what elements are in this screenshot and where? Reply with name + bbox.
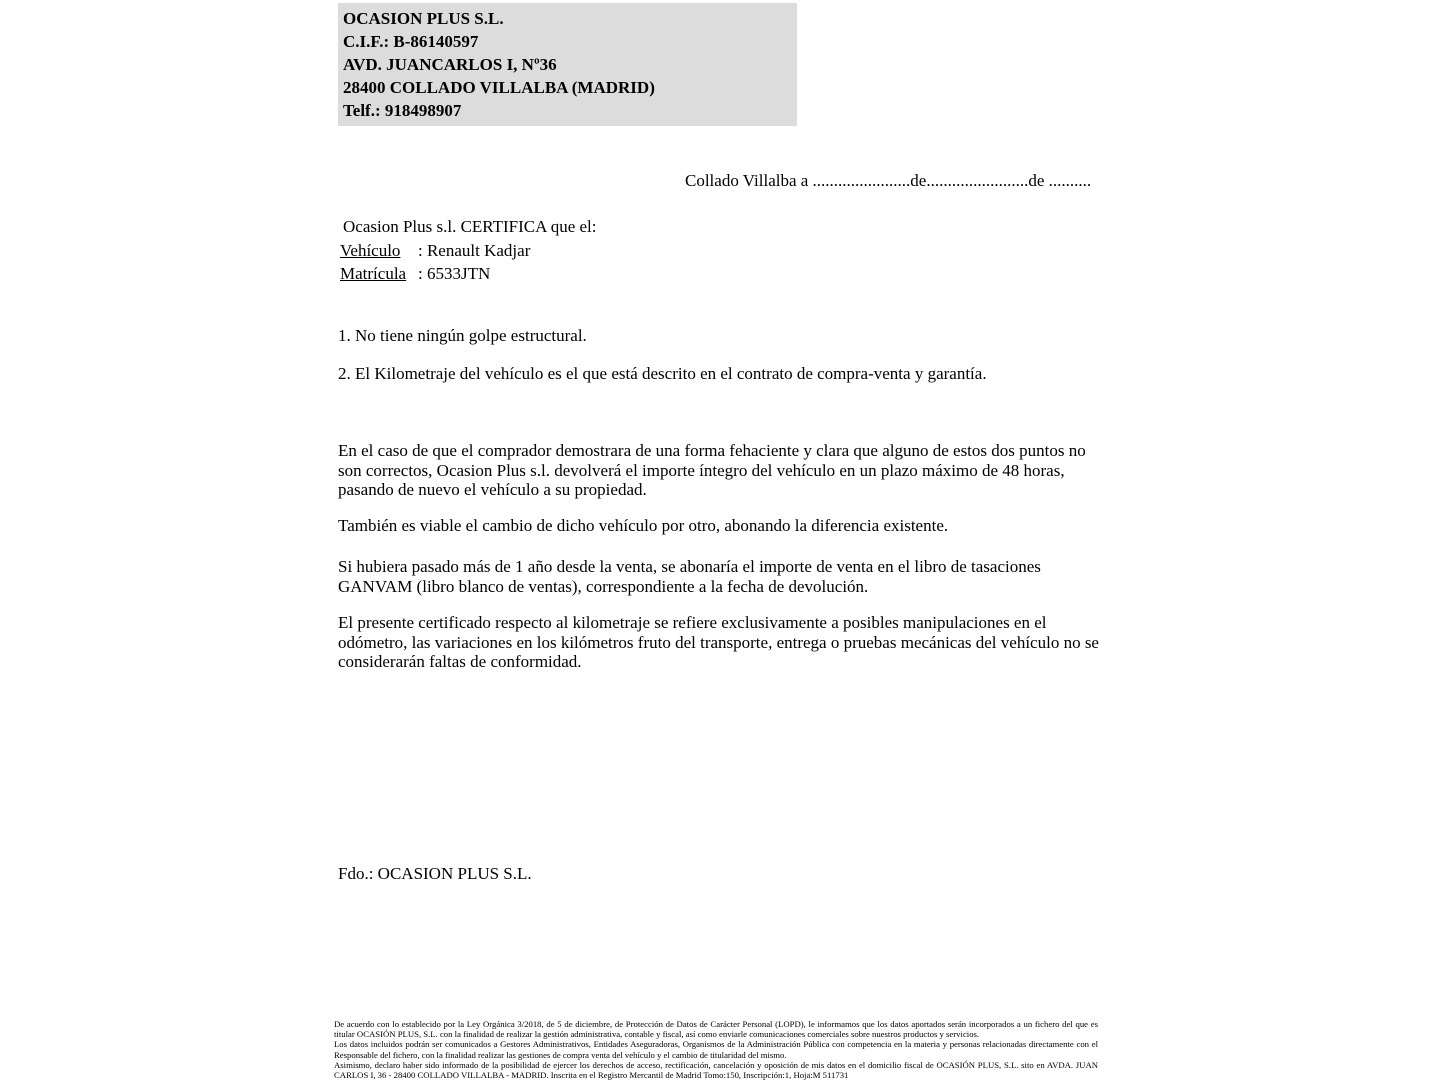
legal-footer-paragraph-1: De acuerdo con lo establecido por la Ley Orgánica 3/2018, de 5 de diciembre, de Protección de Datos de Carácter Personal (LOPD), le informamos que los datos aportados serán incorporados a un fichero del que es titular OCASIÓN PLUS, S.L. con la finalidad de realizar la gestión administrativa, contable y fiscal, así como enviarle comunicaciones comerciales sobre nuestros productos y servicios. [334,1019,1098,1040]
company-header-box [338,3,797,126]
plate-row [340,264,490,284]
legal-footer-paragraph-2: Los datos incluidos podrán ser comunicados a Gestores Administrativos, Entidades Aseguradoras, Organismos de la Administración Pública con competencia en la materia y personas relacionadas directamente con el Responsable del fichero, con la finalidad realizar las gestiones de compra venta del vehículo y el cambio de titularidad del mismo. [334,1039,1098,1060]
signature-line: Fdo.: OCASION PLUS S.L. [338,864,532,883]
refund-clause-paragraph: En el caso de que el comprador demostrara de una forma fehaciente y clara que alguno de estos dos puntos no son correctos, Ocasion Plus s.l. devolverá el importe íntegro del vehículo en un plazo máximo de 48 horas, pasando de nuevo el vehículo a su propiedad. [338,441,1086,499]
company-name: OCASION PLUS S.L. [343,9,504,28]
company-city: 28400 COLLADO VILLALBA (MADRID) [343,78,655,97]
certificate-point-2: 2. El Kilometraje del vehículo es el que está descrito en el contrato de compra-venta y garantía. [338,364,987,383]
certifies-line: Ocasion Plus s.l. CERTIFICA que el: [343,217,597,236]
legal-footer-paragraph-3: Asimismo, declaro haber sido informado de la posibilidad de ejercer los derechos de acceso, rectificación, cancelación y oposición de mis datos en el domicilio fiscal de OCASIÓN PLUS, S.L. sito en AVDA. JUAN CARLOS I, 36 - 28400 COLLADO VILLALBA - MADRID. Inscrita en el Registro Mercantil de Madrid Tomo:150, Inscripción:1, Hoja:M 511731 [334,1059,1098,1080]
ganvam-clause-paragraph: Si hubiera pasado más de 1 año desde la venta, se abonaría el importe de venta en el libro de tasaciones GANVAM (libro blanco de ventas), correspondiente a la fecha de devolución. [338,557,1041,596]
company-cif: C.I.F.: B-86140597 [343,32,479,51]
company-phone: Telf.: 918498907 [343,101,462,120]
exchange-clause-paragraph: También es viable el cambio de dicho vehículo por otro, abonando la diferencia existente. [338,516,949,535]
plate-label: Matrícula [340,264,407,283]
vehicle-value: : Renault Kadjar [418,241,531,260]
certificate-point-1: 1. No tiene ningún golpe estructural. [338,326,587,345]
plate-value: : 6533JTN [418,264,491,283]
odometer-clause-paragraph: El presente certificado respecto al kilometraje se refiere exclusivamente a posibles manipulaciones en el odómetro, las variaciones en los kilómetros fruto del transporte, entrega o pruebas mecánicas del vehículo no se considerarán faltas de conformidad. [338,613,1099,671]
date-fill-in-line: Collado Villalba a .......................de........................de .......... [685,171,1092,190]
vehicle-row [340,241,530,261]
company-address: AVD. JUANCARLOS I, Nº36 [343,55,557,74]
vehicle-label: Vehículo [340,241,401,260]
legal-footer [334,1019,1098,1080]
